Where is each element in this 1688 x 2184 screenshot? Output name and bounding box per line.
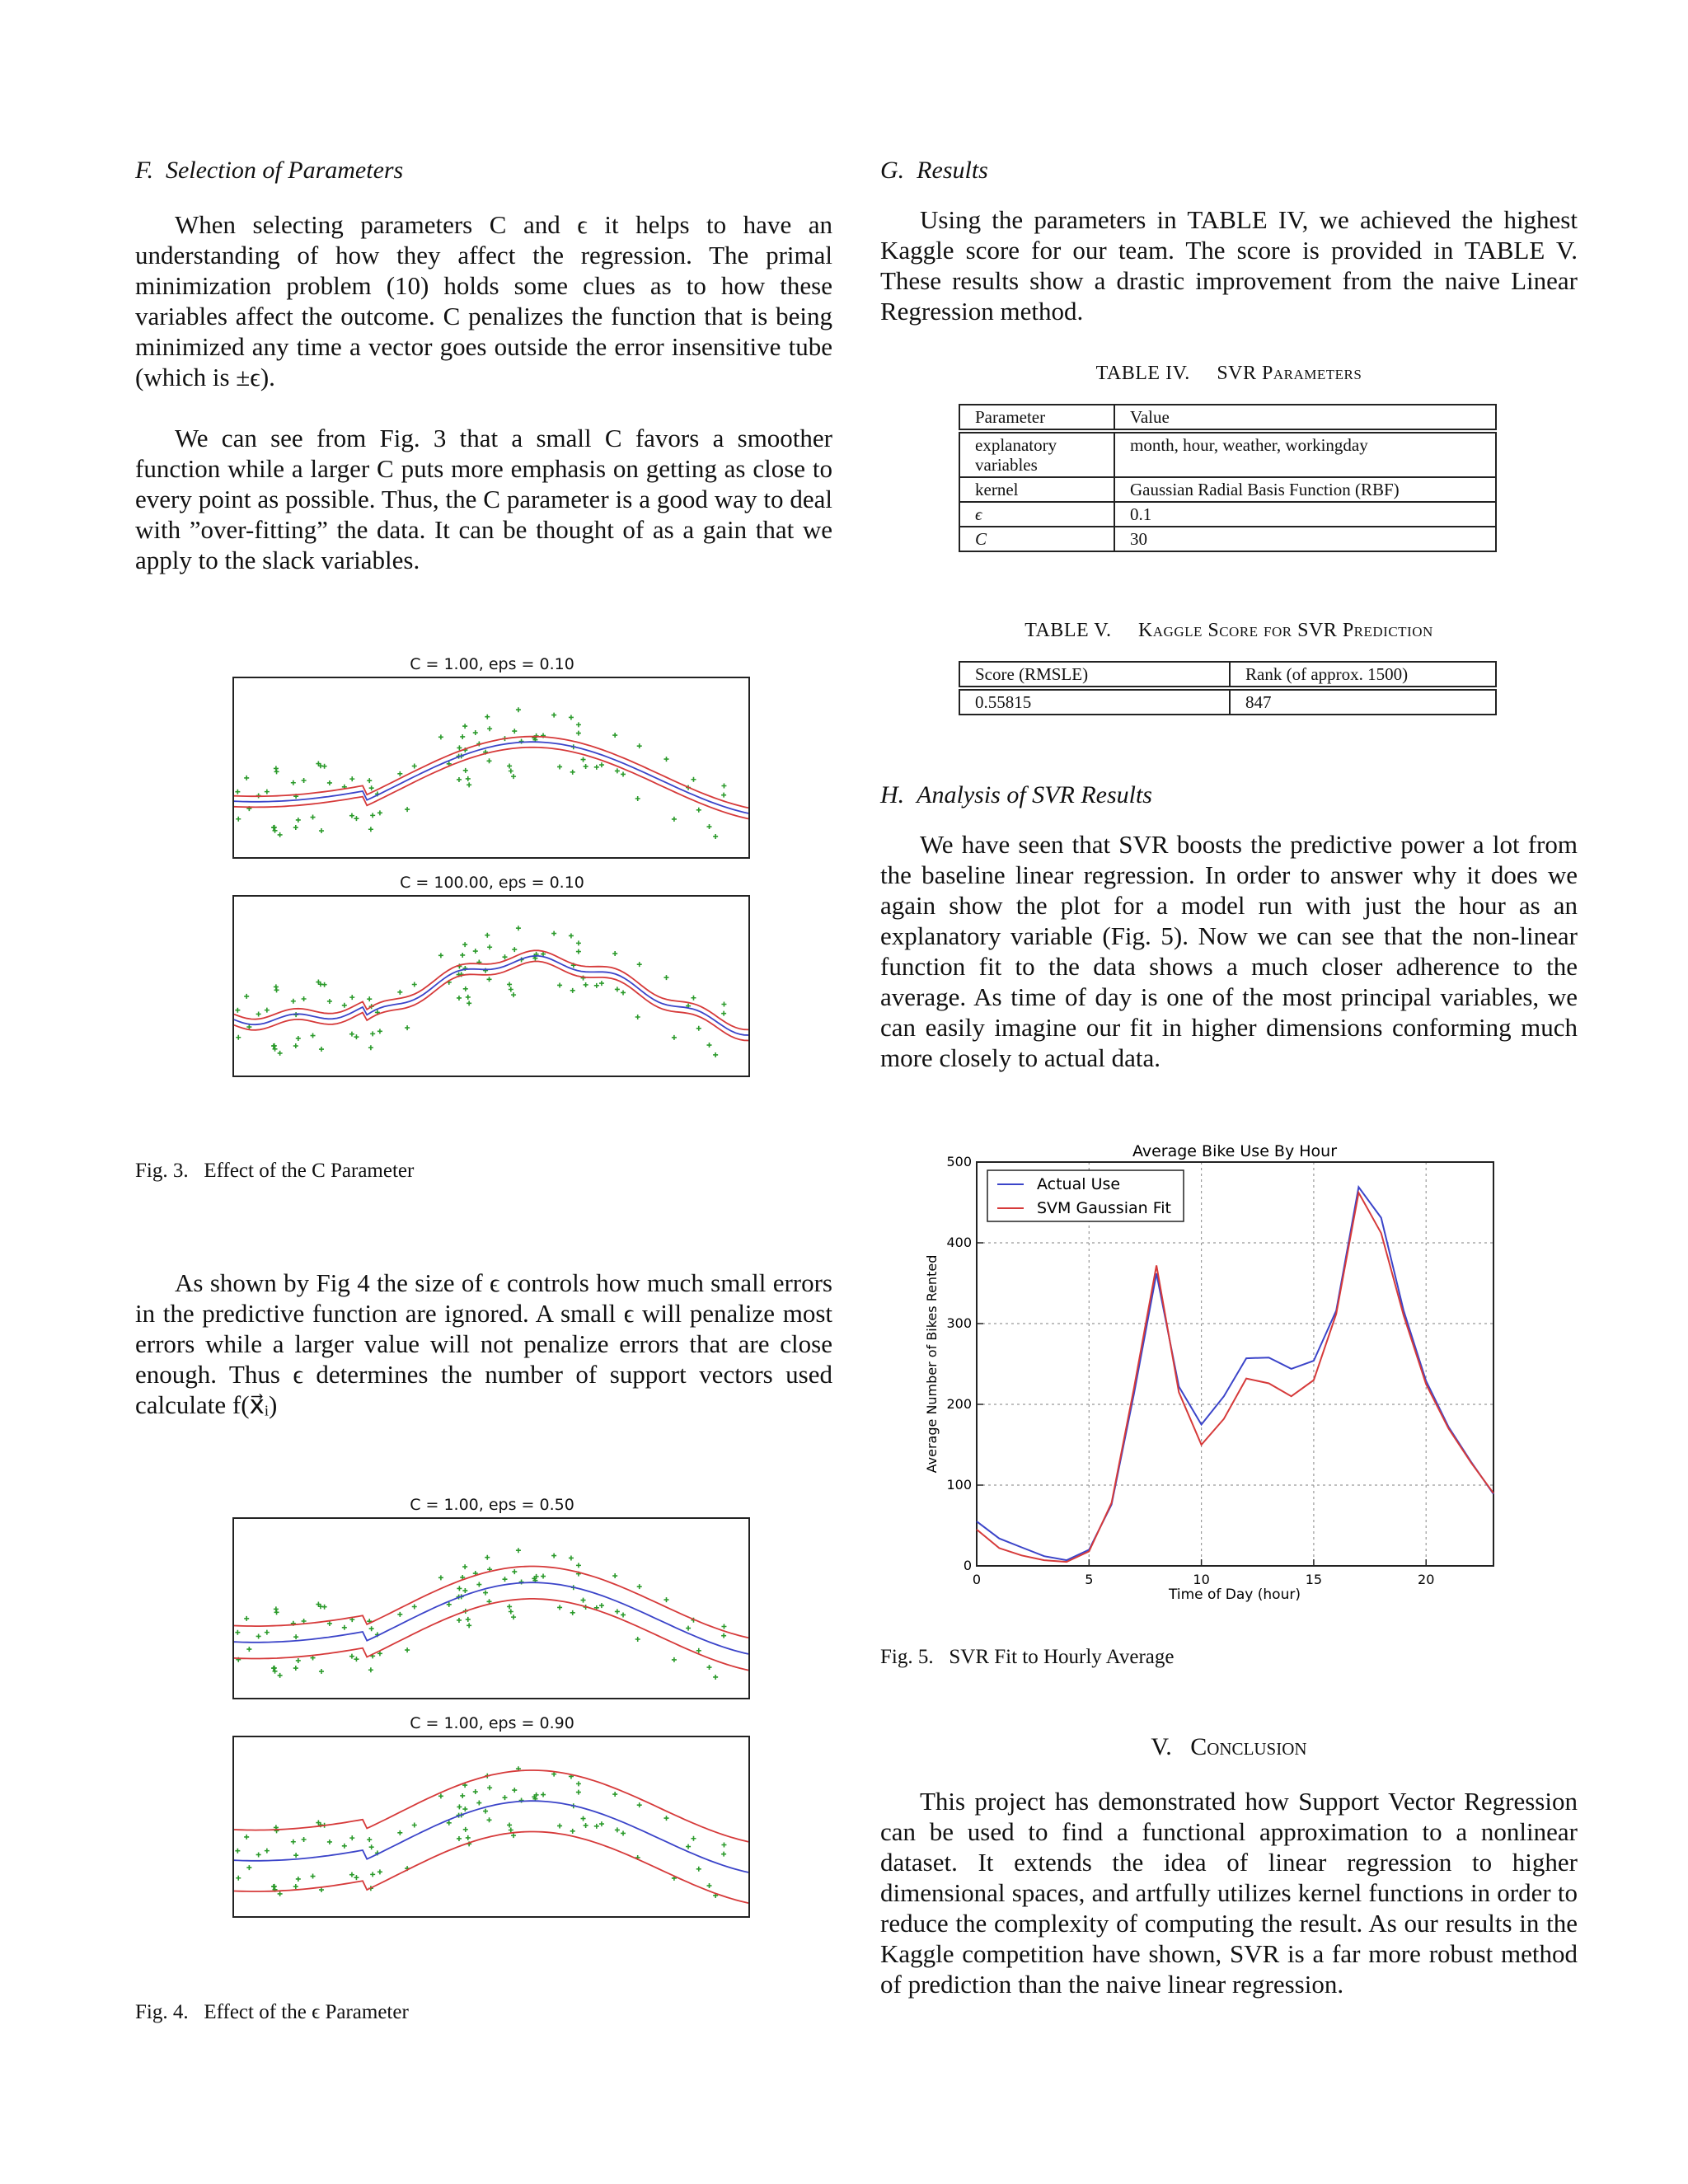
chart-xlabel: Time of Day (hour) [1169, 1586, 1301, 1603]
table-header-row [959, 662, 1496, 688]
table-cell: kernel [959, 477, 1114, 502]
chart-ylabel: Average Number of Bikes Rented [924, 1254, 940, 1474]
y-tick-label: 400 [946, 1235, 972, 1250]
fig4-caption: Fig. 4. Effect of the ϵ Parameter [135, 2001, 409, 2023]
legend-label-fit: SVM Gaussian Fit [1037, 1199, 1171, 1217]
chart-title: Average Bike Use By Hour [1132, 1142, 1338, 1160]
paragraph-fig3-discussion: We can see from Fig. 3 that a small C favors a smoother function while a larger C puts more emphasis on getting as close to every point as possible. Thus, the C parameter is a good way to deal with ”over-fitting” the data. It can be thought of as a gain that we apply to the slack variables. [135, 424, 832, 574]
table-row [959, 477, 1496, 502]
left-column-lower [135, 1268, 832, 1420]
table-cell: explanatory variables [959, 431, 1114, 477]
y-tick-label: 100 [946, 1477, 972, 1493]
table-cell: 0.1 [1114, 502, 1496, 527]
fig3-plot-a-svg [232, 677, 752, 860]
paragraph-c-epsilon: When selecting parameters C and ϵ it helps to have an understanding of how they affect the regression. The primal minimization problem (10) holds some clues as to how these variables affect the outcome. C penalizes the function that is being minimized any time a vector goes outside the error insensitive tube (which is ±ϵ). [135, 210, 832, 391]
fig3-plot-a [232, 655, 752, 864]
table-row [959, 527, 1496, 551]
right-column [880, 157, 1578, 326]
table-row [959, 688, 1496, 715]
fig3-plot-b-svg [232, 895, 752, 1078]
section-h-heading: H. Analysis of SVR Results [880, 781, 1152, 808]
x-tick-label: 0 [972, 1572, 982, 1587]
table-cell: 30 [1114, 527, 1496, 551]
paragraph-svr-analysis: We have seen that SVR boosts the predictive power a lot from the baseline linear regression. In order to answer why it does we again show the plot for a model run with just the hour as an explanatory variable (Fig. 5). Now we can see that the non-linear function fit to the data shows a much closer adherence to the average. As time of day is one of the most principal variables, we can easily imagine our fit in higher dimensions conforming much more closely to actual data. [880, 830, 1578, 1072]
table-cell: month, hour, weather, workingday [1114, 431, 1496, 477]
paragraph-epsilon-discussion: As shown by Fig 4 the size of ϵ controls how much small errors in the predictive function are ignored. A small ϵ will penalize most errors while a larger value will not penalize errors that are close enough. Thus ϵ determines the number of support vectors used calculate f(x⃗ᵢ) [135, 1268, 832, 1419]
table4-caption: TABLE IV. SVR Parameters [1095, 363, 1362, 384]
table-cell: Gaussian Radial Basis Function (RBF) [1114, 477, 1496, 502]
x-tick-label: 10 [1193, 1572, 1210, 1587]
table5-kaggle-score [959, 661, 1497, 715]
table-header-cell: Rank (of approx. 1500) [1230, 662, 1496, 688]
fig4-plot-a [232, 1496, 752, 1704]
y-tick-label: 0 [963, 1558, 972, 1573]
right-column-mid [880, 781, 1578, 1073]
table-header-cell: Value [1114, 405, 1496, 431]
y-tick-label: 500 [946, 1154, 972, 1169]
fig5-caption: Fig. 5. SVR Fit to Hourly Average [880, 1646, 1175, 1668]
left-column [135, 157, 832, 575]
table-row [959, 502, 1496, 527]
section-f-heading: F. Selection of Parameters [135, 157, 404, 184]
table-cell: 847 [1230, 688, 1496, 715]
fig4-plot-b-svg [232, 1736, 752, 1919]
table-row [959, 431, 1496, 477]
table-header-cell: Parameter [959, 405, 1114, 431]
table-cell: C [959, 527, 1114, 551]
fig3-plot-b-title: C = 100.00, eps = 0.10 [400, 874, 584, 892]
table-header-cell: Score (RMSLE) [959, 662, 1230, 688]
paragraph-conclusion: This project has demonstrated how Support Vector Regression can be used to find a functional approximation to a nonlinear dataset. It extends the idea of linear regression to higher dimensional spaces, and artfully utilizes kernel functions in order to reduce the complexity of computing the result. As our results in the Kaggle competition have shown, SVR is a far more robust method of prediction than the naive linear regression. [880, 1787, 1578, 1999]
table-header-row [959, 405, 1496, 431]
y-tick-label: 300 [946, 1315, 972, 1331]
section-v-heading: V. Conclusion [1151, 1733, 1307, 1760]
fig3-plot-b [232, 874, 752, 1082]
fig3-plot-a-title: C = 1.00, eps = 0.10 [410, 655, 574, 673]
fig4-plot-b [232, 1714, 752, 1923]
table4-svr-parameters [959, 404, 1497, 552]
fig4-plot-b-title: C = 1.00, eps = 0.90 [410, 1714, 574, 1732]
chart-plot-area [977, 1162, 1493, 1566]
legend-label-actual: Actual Use [1037, 1175, 1121, 1193]
x-tick-label: 5 [1085, 1572, 1094, 1587]
paragraph-results: Using the parameters in TABLE IV, we achieved the highest Kaggle score for our team. The score is provided in TABLE V. These results show a drastic improvement from the naive Linear Regression method. [880, 205, 1578, 326]
right-column-lower [880, 1786, 1578, 1999]
fig3-caption: Fig. 3. Effect of the C Parameter [135, 1160, 415, 1182]
section-g-heading: G. Results [880, 157, 988, 184]
x-tick-label: 20 [1418, 1572, 1435, 1587]
chart-legend [987, 1170, 1184, 1221]
table-cell: 0.55815 [959, 688, 1230, 715]
table-cell: ϵ [959, 502, 1114, 527]
fig4-plot-a-title: C = 1.00, eps = 0.50 [410, 1496, 574, 1514]
fig5-chart [915, 1133, 1508, 1607]
y-tick-label: 200 [946, 1396, 972, 1412]
table5-caption: TABLE V. Kaggle Score for SVR Prediction [1025, 620, 1433, 641]
x-tick-label: 15 [1305, 1572, 1323, 1587]
fig4-plot-a-svg [232, 1517, 752, 1700]
